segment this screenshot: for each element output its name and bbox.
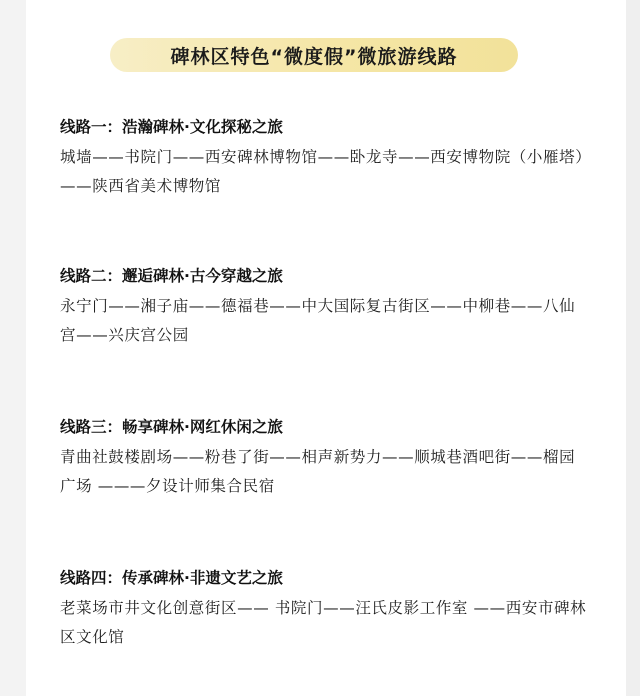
route-stops: 城墙——书院门——西安碑林博物馆——卧龙寺——西安博物院（小雁塔）——陕西省美术博物馆	[60, 148, 584, 195]
route-section	[60, 265, 590, 350]
route-section	[60, 116, 590, 201]
route-section	[60, 416, 590, 501]
route-title: 线路四：传承碑林·非遗文艺之旅	[60, 569, 283, 587]
right-margin	[626, 0, 640, 696]
route-section	[60, 567, 590, 652]
route-stops: 青曲社鼓楼剧场——粉巷了街——相声新势力——顺城巷酒吧街——榴园广场 ———夕设计师集合民宿	[60, 448, 576, 495]
route-title: 线路三：畅享碑林·网红休闲之旅	[60, 418, 283, 436]
route-title: 线路一：浩瀚碑林·文化探秘之旅	[60, 118, 283, 136]
page-title: 碑林区特色“微度假”微旅游线路	[170, 45, 458, 68]
route-stops: 老菜场市井文化创意街区—— 书院门——汪氏皮影工作室 ——西安市碑林区文化馆	[60, 599, 587, 646]
route-title: 线路二：邂逅碑林·古今穿越之旅	[60, 267, 283, 285]
route-stops: 永宁门——湘子庙——德福巷——中大国际复古街区——中柳巷——八仙宫——兴庆宫公园	[60, 297, 576, 344]
title-banner	[110, 38, 518, 72]
document-page	[26, 0, 626, 696]
left-margin	[0, 0, 26, 696]
